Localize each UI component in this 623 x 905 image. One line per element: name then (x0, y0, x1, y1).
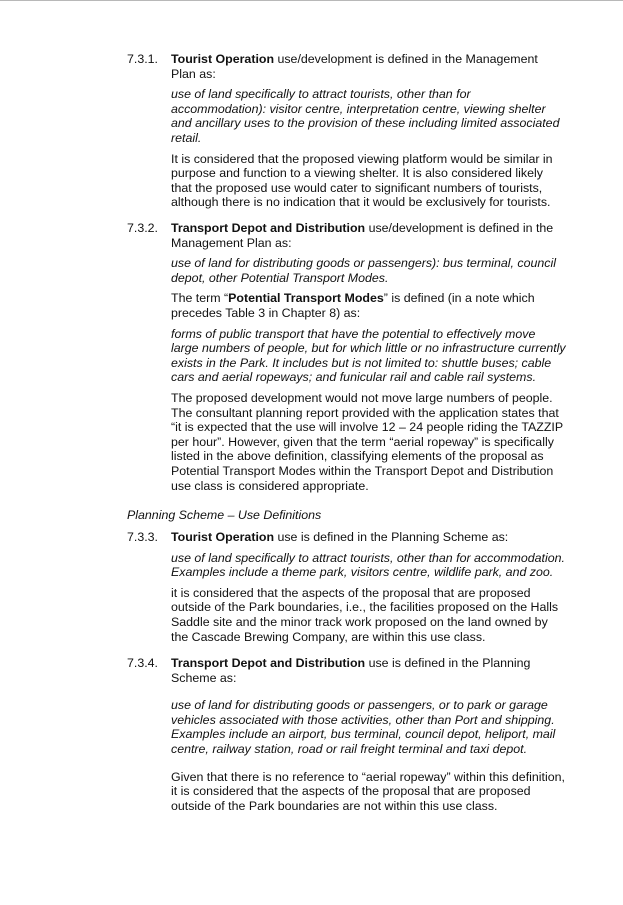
assessment-comment: Given that there is no reference to “aerial ropeway” within this definition, it is considered that the aspects of the proposal that are proposed outside of the Park boundaries are not within this use class. (171, 769, 565, 813)
definition-quote: use of land specifically to attract tourists, other than for accommodation): visitor centre, interpretation centre, viewing shelter and ancillary uses to the provision of these including limited associated retail. (171, 87, 560, 145)
defined-term: Transport Depot and Distribution (171, 656, 366, 670)
clause-intro: Transport Depot and Distribution use is defined in the Planning Scheme as: (171, 656, 531, 685)
defined-term: Potential Transport Modes (228, 291, 384, 306)
clause-7-3-3 (127, 530, 587, 650)
definition-quote: use of land for distributing goods or passengers, or to park or garage vehicles associated with those activities, other than Port and shipping. Examples include an airport, bus terminal, council depot, heliport, mail centre, railway station, road or rail freight terminal and taxi depot. (171, 698, 556, 756)
definition-quote: use of land specifically to attract tourists, other than for accommodation. Examples include a theme park, visitors centre, wildlife park, and zoo. (171, 550, 565, 580)
defined-term: Tourist Operation (171, 52, 275, 66)
defined-term: Transport Depot and Distribution (171, 221, 366, 235)
assessment-comment: The proposed development would not move large numbers of people. The consultant planning report provided with the application states that “it is expected that the use will involve 12 – 24 people riding the TAZZIP per hour”. However, given that the term “aerial ropeway” is specifically listed in the above definition, classifying elements of the proposal as Potential Transport Modes within the Transport Depot and Distribution use class is considered appropriate. (171, 390, 564, 493)
clause-number: 7.3.4. (127, 656, 159, 670)
clause-intro: Transport Depot and Distribution use/development is defined in the Management Plan as: (171, 221, 554, 250)
assessment-comment: It is considered that the proposed viewing platform would be similar in purpose and function to a viewing shelter. It is also considered likely that the proposed use would cater to significant numbers of tourists, although there is no indication that it would be exclusively for tourists. (171, 151, 553, 210)
clause-number: 7.3.3. (127, 530, 159, 544)
definition-quote: use of land for distributing goods or passengers): bus terminal, council depot, other Potential Transport Modes. (171, 256, 557, 285)
clause-intro: Tourist Operation use is defined in the Planning Scheme as: (171, 530, 509, 544)
defined-term: Tourist Operation (171, 530, 275, 544)
clause-7-3-4 (127, 656, 587, 819)
clause-number: 7.3.1. (127, 52, 159, 66)
assessment-comment: it is considered that the aspects of the proposal that are proposed outside of the Park boundaries, i.e., the facilities proposed on the Halls Saddle site and the minor track work proposed on the land owned by the Cascade Brewing Company, are within this use class. (171, 585, 559, 644)
clause-7-3-1 (127, 52, 587, 216)
clause-number: 7.3.2. (127, 221, 159, 235)
clause-7-3-2 (127, 221, 587, 499)
section-heading: Planning Scheme – Use Definitions (127, 508, 322, 522)
term-note: The term “Potential Transport Modes” is defined (in a note which precedes Table 3 in Chapter 8) as: (171, 291, 535, 320)
clause-intro: Tourist Operation use/development is defined in the Management Plan as: (171, 52, 538, 81)
definition-quote-2: forms of public transport that have the potential to effectively move large numbers of people, but for which little or no infrastructure currently exists in the Park. It includes but is not limited to: shuttle buses; cable cars and aerial ropeways; and funicular rail and cable rail systems. (171, 326, 566, 385)
